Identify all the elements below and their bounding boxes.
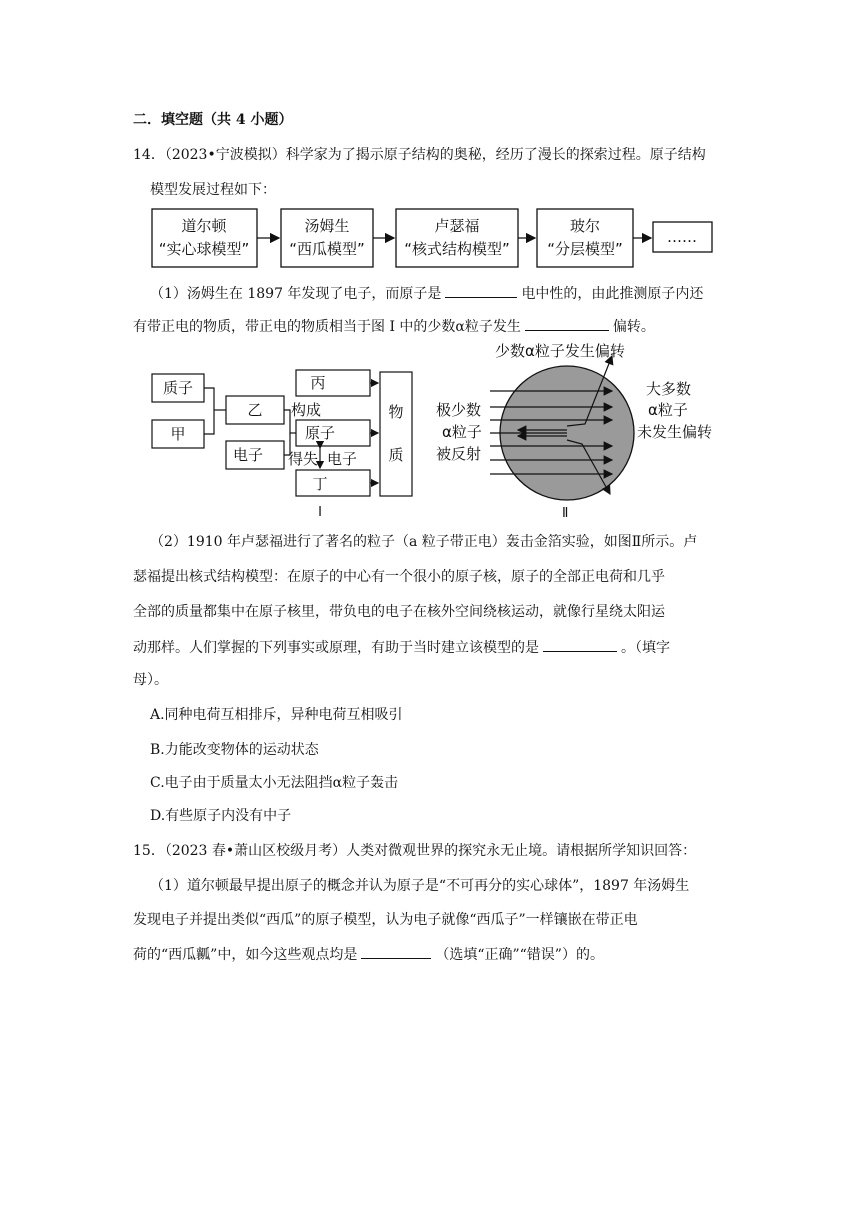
label-yuanzi: 原子 [304, 424, 336, 442]
flow-box-dalton-model: “实心球模型” [158, 240, 250, 258]
q14-p2-line5: 母）。 [133, 672, 168, 688]
flow-box-bohr-name: 玻尔 [569, 217, 601, 235]
flow-box-thomson-model: “西瓜模型” [289, 240, 365, 258]
q15-p1-line2: 发现电子并提出类似“西瓜”的原子模型，认为电子就像“西瓜子”一样镶嵌在带正电 [133, 912, 638, 928]
fig2-top-label: 少数α粒子发生偏转 [495, 342, 625, 360]
box-ding [296, 470, 370, 496]
q14-p2-line1: （2）1910 年卢瑟福进行了著名的粒子（a 粒子带正电）轰击金箔实验，如图Ⅱ所示。卢 [150, 534, 698, 550]
figure-1-matter-composition [148, 364, 418, 519]
label-zhi: 质 [388, 446, 404, 464]
fig2-right-label-3: 未发生偏转 [637, 423, 713, 441]
label-zhizi: 质子 [162, 379, 194, 397]
q14-intro-line1: 14．（2023•宁波模拟）科学家为了揭示原子结构的奥秘，经历了漫长的探索过程。原子结构 [133, 147, 706, 163]
flow-box-dalton-name: 道尔顿 [181, 217, 227, 235]
q15-p1-line3-text-a: 荷的“西瓜瓤”中，如今这些观点均是 [133, 947, 358, 963]
section-title: 二．填空题（共 4 小题） [133, 112, 293, 128]
q15-intro: 15．（2023 春•萧山区校级月考）人类对微观世界的探究永无止境。请根据所学知识回答： [133, 843, 697, 859]
atomic-model-flow-diagram [148, 206, 728, 270]
option-c: C.电子由于质量太小无法阻挡α粒子轰击 [150, 775, 399, 791]
label-dianzi2: 电子 [326, 450, 358, 468]
label-ding: 丁 [312, 475, 328, 493]
q14-p1-line1-text-b: 电中性的，由此推测原子内还 [521, 286, 704, 302]
label-goucheng: 构成 [290, 401, 322, 419]
bracket-yi-dianzi [284, 410, 290, 455]
figure-2-alpha-scattering [430, 336, 730, 521]
q14-intro-line2: 模型发展过程如下： [150, 182, 276, 198]
q14-p1-line2-text-a: 有带正电的物质，带正电的物质相当于图 I 中的少数α粒子发生 [133, 319, 521, 335]
fig2-left-label-3: 被反射 [436, 445, 482, 463]
q14-p2-line4-text-a: 动那样。人们掌握的下列事实或原理，有助于当时建立该模型的是 [133, 640, 539, 656]
box-wuzhi [380, 372, 412, 496]
q14-p2-line2: 瑟福提出核式结构模型：在原子的中心有一个很小的原子核，原子的全部正电荷和几乎 [133, 569, 665, 585]
flow-box-rutherford-model: “核式结构模型” [404, 240, 510, 258]
q15-p1-line3 [133, 944, 604, 965]
box-bing [296, 370, 370, 396]
figure-1-caption: I [318, 505, 322, 519]
label-yi: 乙 [247, 401, 263, 419]
fig2-left-label-1: 极少数 [436, 401, 482, 419]
option-a: A.同种电荷互相排斥，异种电荷互相吸引 [150, 707, 403, 723]
flow-box-bohr-model: “分层模型” [547, 240, 623, 258]
label-deshi: 得失 [287, 450, 319, 468]
bracket-zhizi-jia [204, 388, 214, 434]
flow-box-rutherford-name: 卢瑟福 [434, 217, 480, 235]
option-b: B.力能改变物体的运动状态 [150, 742, 319, 758]
q14-p2-line4-text-b: 。（填字 [621, 640, 670, 656]
label-bing: 丙 [310, 374, 326, 392]
label-wu: 物 [388, 403, 404, 421]
flow-box-ellipsis-text: …… [667, 228, 697, 246]
label-jia: 甲 [170, 425, 186, 443]
q14-p1-line1-text-a: （1）汤姆生在 1897 年发现了电子，而原子是 [150, 286, 442, 302]
q15-p1-answer-blank[interactable] [361, 944, 431, 959]
label-dianzi: 电子 [232, 446, 264, 464]
q14-p1-line2 [133, 316, 655, 337]
q15-p1-line1: （1）道尔顿最早提出原子的概念并认为原子是“不可再分的实心球体”，1897 年汤姆生 [150, 878, 690, 894]
q14-p1-line1 [150, 283, 703, 304]
q14-p1-answer-blank-2[interactable] [525, 316, 609, 331]
fig2-right-label-1: 大多数 [646, 380, 692, 398]
q15-p1-line3-text-b: （选填“正确”“错误”）的。 [435, 947, 604, 963]
q14-p1-line2-text-b: 偏转。 [612, 319, 655, 335]
flow-box-thomson-name: 汤姆生 [304, 217, 350, 235]
q14-p2-answer-blank[interactable] [543, 637, 617, 652]
q14-p1-answer-blank-1[interactable] [445, 283, 517, 298]
fig2-left-label-2: α粒子 [442, 423, 482, 441]
fig2-right-label-2: α粒子 [648, 401, 688, 419]
q14-p2-line3: 全部的质量都集中在原子核里，带负电的电子在核外空间绕核运动，就像行星绕太阳运 [133, 604, 665, 620]
figure-2-caption: Ⅱ [562, 506, 569, 521]
q14-p2-line4 [133, 637, 670, 658]
option-d: D.有些原子内没有中子 [150, 808, 292, 824]
